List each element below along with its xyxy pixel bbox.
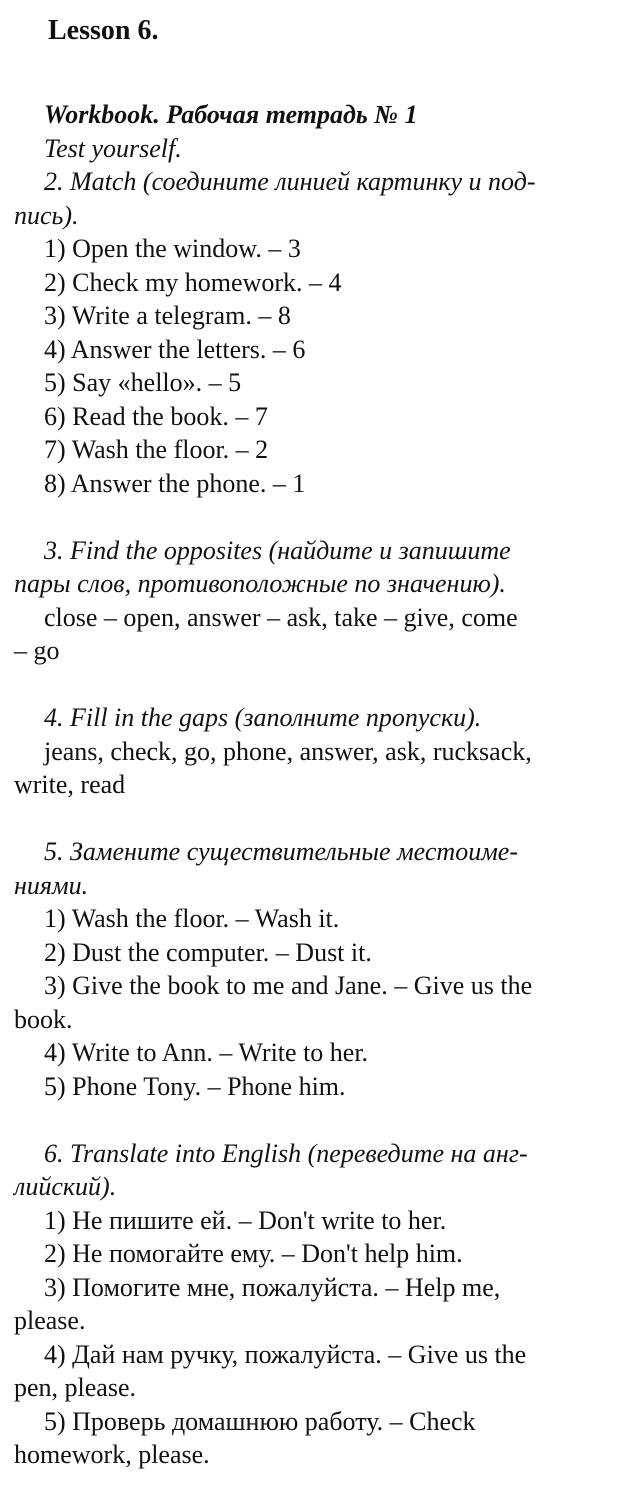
spacer — [14, 668, 614, 702]
ex2-item: 1) Open the window. – 3 — [44, 234, 301, 263]
ex2-item: 6) Read the book. – 7 — [44, 401, 268, 431]
ex6-item-cont: pen, please. — [14, 1373, 137, 1402]
ex5-item: 4) Write to Ann. – Write to her. — [44, 1038, 369, 1067]
ex6-heading-cont: лийский). — [14, 1172, 117, 1201]
spacer — [14, 802, 614, 836]
ex3-heading: 3. Find the opposites (найдите и запишите — [44, 535, 511, 565]
ex3-answer-cont: – go — [14, 636, 60, 665]
ex6-item: 2) Не помогайте ему. – Don't help him. — [44, 1239, 463, 1268]
lesson-title: Lesson 6. — [48, 15, 159, 46]
test-yourself-label: Test yourself. — [44, 133, 182, 163]
ex2-heading-cont: пись). — [14, 200, 79, 230]
ex2-item: 5) Say «hello». – 5 — [44, 368, 242, 397]
spacer — [14, 500, 614, 534]
ex5-item-cont: book. — [14, 1004, 73, 1034]
ex6-item: 3) Помогите мне, пожалуйста. – Help me, — [44, 1272, 501, 1302]
ex2-item: 2) Check my homework. – 4 — [44, 267, 342, 297]
ex2-item: 3) Write a telegram. – 8 — [44, 301, 291, 330]
ex2-item: 7) Wash the floor. – 2 — [44, 435, 269, 464]
workbook-heading: Workbook. Рабочая тетрадь № 1 — [44, 100, 418, 129]
ex5-item: 2) Dust the computer. – Dust it. — [44, 937, 372, 967]
document-page — [14, 14, 614, 1472]
ex2-item: 8) Answer the phone. – 1 — [44, 468, 306, 498]
ex6-item-cont: homework, please. — [14, 1440, 210, 1469]
ex6-heading: 6. Translate into English (переведите на анг- — [44, 1138, 528, 1168]
ex3-answer: close – open, answer – ask, take – give, come — [44, 602, 518, 632]
ex5-item: 5) Phone Tony. – Phone him. — [44, 1071, 346, 1101]
ex5-heading-cont: ниями. — [14, 870, 89, 900]
spacer — [14, 1103, 614, 1137]
ex4-answer: jeans, check, go, phone, answer, ask, rucksack, — [44, 736, 532, 766]
ex5-item: 3) Give the book to me and Jane. – Give us the — [44, 971, 533, 1000]
ex2-heading: 2. Match (соедините линией картинку и под- — [44, 167, 536, 196]
ex6-item: 4) Дай нам ручку, пожалуйста. – Give us the — [44, 1339, 527, 1369]
ex5-item: 1) Wash the floor. – Wash it. — [44, 904, 340, 933]
ex6-item: 1) Не пишите ей. – Don't write to her. — [44, 1205, 447, 1235]
ex4-heading: 4. Fill in the gaps (заполните пропуски). — [44, 703, 482, 732]
ex6-item: 5) Проверь домашнюю работу. – Check — [44, 1406, 476, 1436]
ex6-item-cont: please. — [14, 1306, 86, 1335]
ex5-heading: 5. Замените существительные местоиме- — [44, 837, 518, 866]
ex3-heading-cont: пары слов, противоположные по значению). — [14, 569, 506, 598]
ex2-item: 4) Answer the letters. – 6 — [44, 334, 306, 364]
ex4-answer-cont: write, read — [14, 770, 126, 799]
